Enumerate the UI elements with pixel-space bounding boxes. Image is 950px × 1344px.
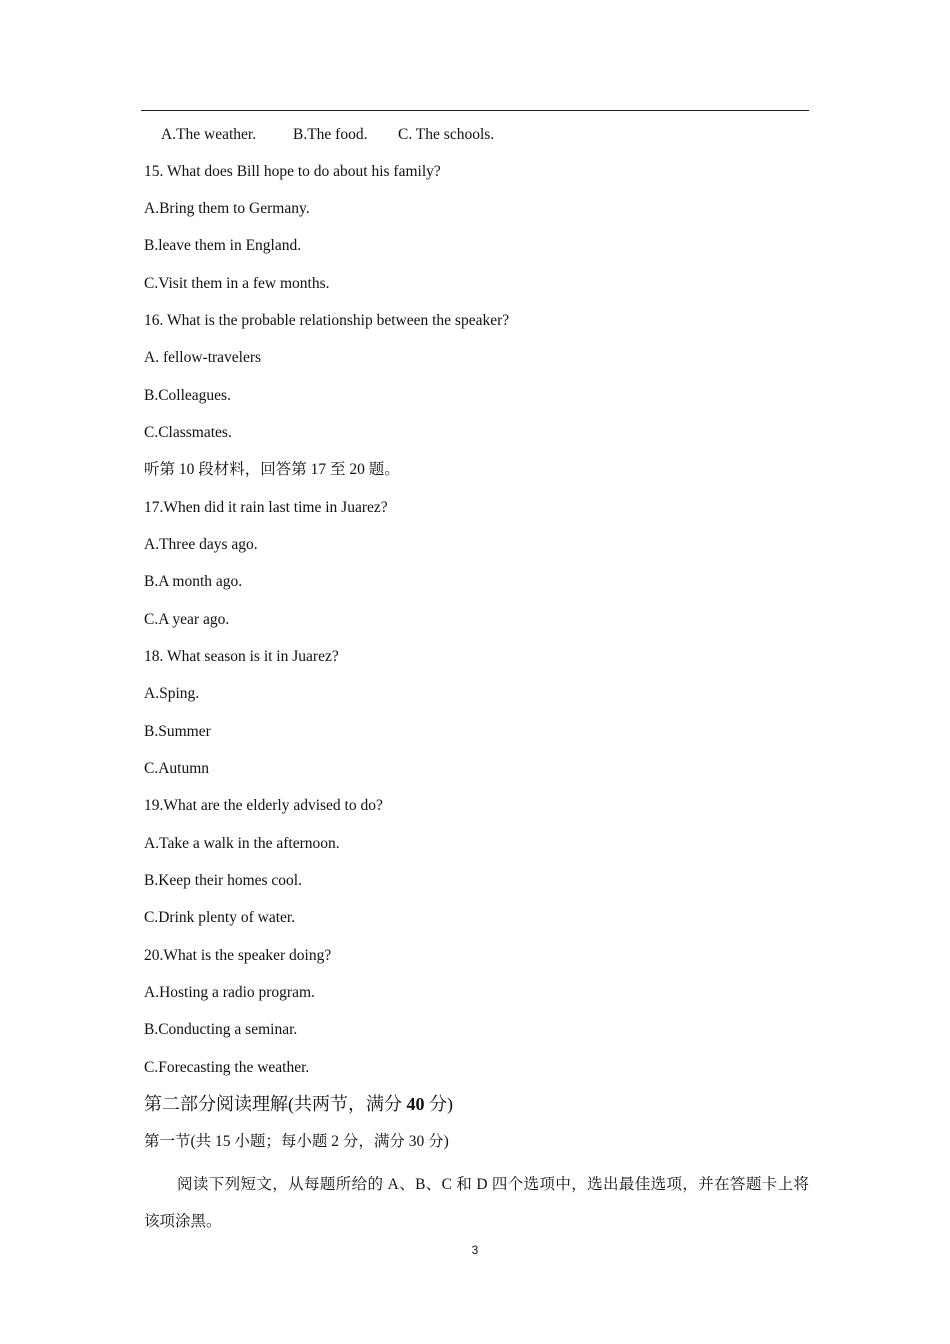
page-number: 3 bbox=[471, 1243, 479, 1257]
question-16: 16. What is the probable relationship between the speaker? bbox=[144, 312, 510, 329]
q19-option-b: B.Keep their homes cool. bbox=[144, 872, 302, 889]
q20-option-a: A.Hosting a radio program. bbox=[144, 984, 315, 1001]
q20-option-c: C.Forecasting the weather. bbox=[144, 1059, 310, 1076]
q18-option-a: A.Sping. bbox=[144, 685, 200, 702]
question-17: 17.When did it rain last time in Juarez? bbox=[144, 499, 388, 516]
question-19: 19.What are the elderly advised to do? bbox=[144, 797, 383, 814]
q19-option-a: A.Take a walk in the afternoon. bbox=[144, 835, 340, 852]
question-18: 18. What season is it in Juarez? bbox=[144, 648, 339, 665]
part2-heading-middle: 共两节，满分 bbox=[294, 1094, 407, 1114]
q16-option-a: A. fellow-travelers bbox=[144, 349, 262, 366]
header-rule bbox=[141, 110, 809, 111]
q18-option-b: B.Summer bbox=[144, 723, 211, 740]
q16-option-c: C.Classmates. bbox=[144, 424, 232, 441]
q14-option-c: C. The schools. bbox=[398, 126, 495, 143]
listening-instruction: 听第 10 段材料，回答第 17 至 20 题。 bbox=[144, 461, 400, 478]
q14-options bbox=[161, 125, 494, 145]
q15-option-c: C.Visit them in a few months. bbox=[144, 275, 330, 292]
q15-option-b: B.leave them in England. bbox=[144, 237, 302, 254]
q14-option-a: A.The weather. bbox=[161, 126, 257, 143]
q14-option-b: B.The food. bbox=[293, 126, 368, 143]
question-15: 15. What does Bill hope to do about his family? bbox=[144, 163, 441, 180]
part2-heading bbox=[144, 1092, 453, 1116]
reading-instruction: 阅读下列短文，从每题所给的 A、B、C 和 D 四个选项中，选出最佳选项，并在答题卡上将该项涂黑。 bbox=[144, 1176, 809, 1230]
part2-heading-suffix: 分) bbox=[424, 1094, 453, 1114]
question-20: 20.What is the speaker doing? bbox=[144, 947, 332, 964]
q20-option-b: B.Conducting a seminar. bbox=[144, 1021, 298, 1038]
part2-heading-score: 40 bbox=[406, 1094, 425, 1114]
q18-option-c: C.Autumn bbox=[144, 760, 210, 777]
q19-option-c: C.Drink plenty of water. bbox=[144, 909, 296, 926]
part2-heading-prefix: 第二部分阅读理解( bbox=[144, 1094, 294, 1114]
q17-option-a: A.Three days ago. bbox=[144, 536, 258, 553]
q17-option-b: B.A month ago. bbox=[144, 573, 243, 590]
section1-heading: 第一节(共 15 小题；每小题 2 分，满分 30 分) bbox=[144, 1133, 449, 1150]
q17-option-c: C.A year ago. bbox=[144, 611, 230, 628]
q15-option-a: A.Bring them to Germany. bbox=[144, 200, 310, 217]
q16-option-b: B.Colleagues. bbox=[144, 387, 231, 404]
